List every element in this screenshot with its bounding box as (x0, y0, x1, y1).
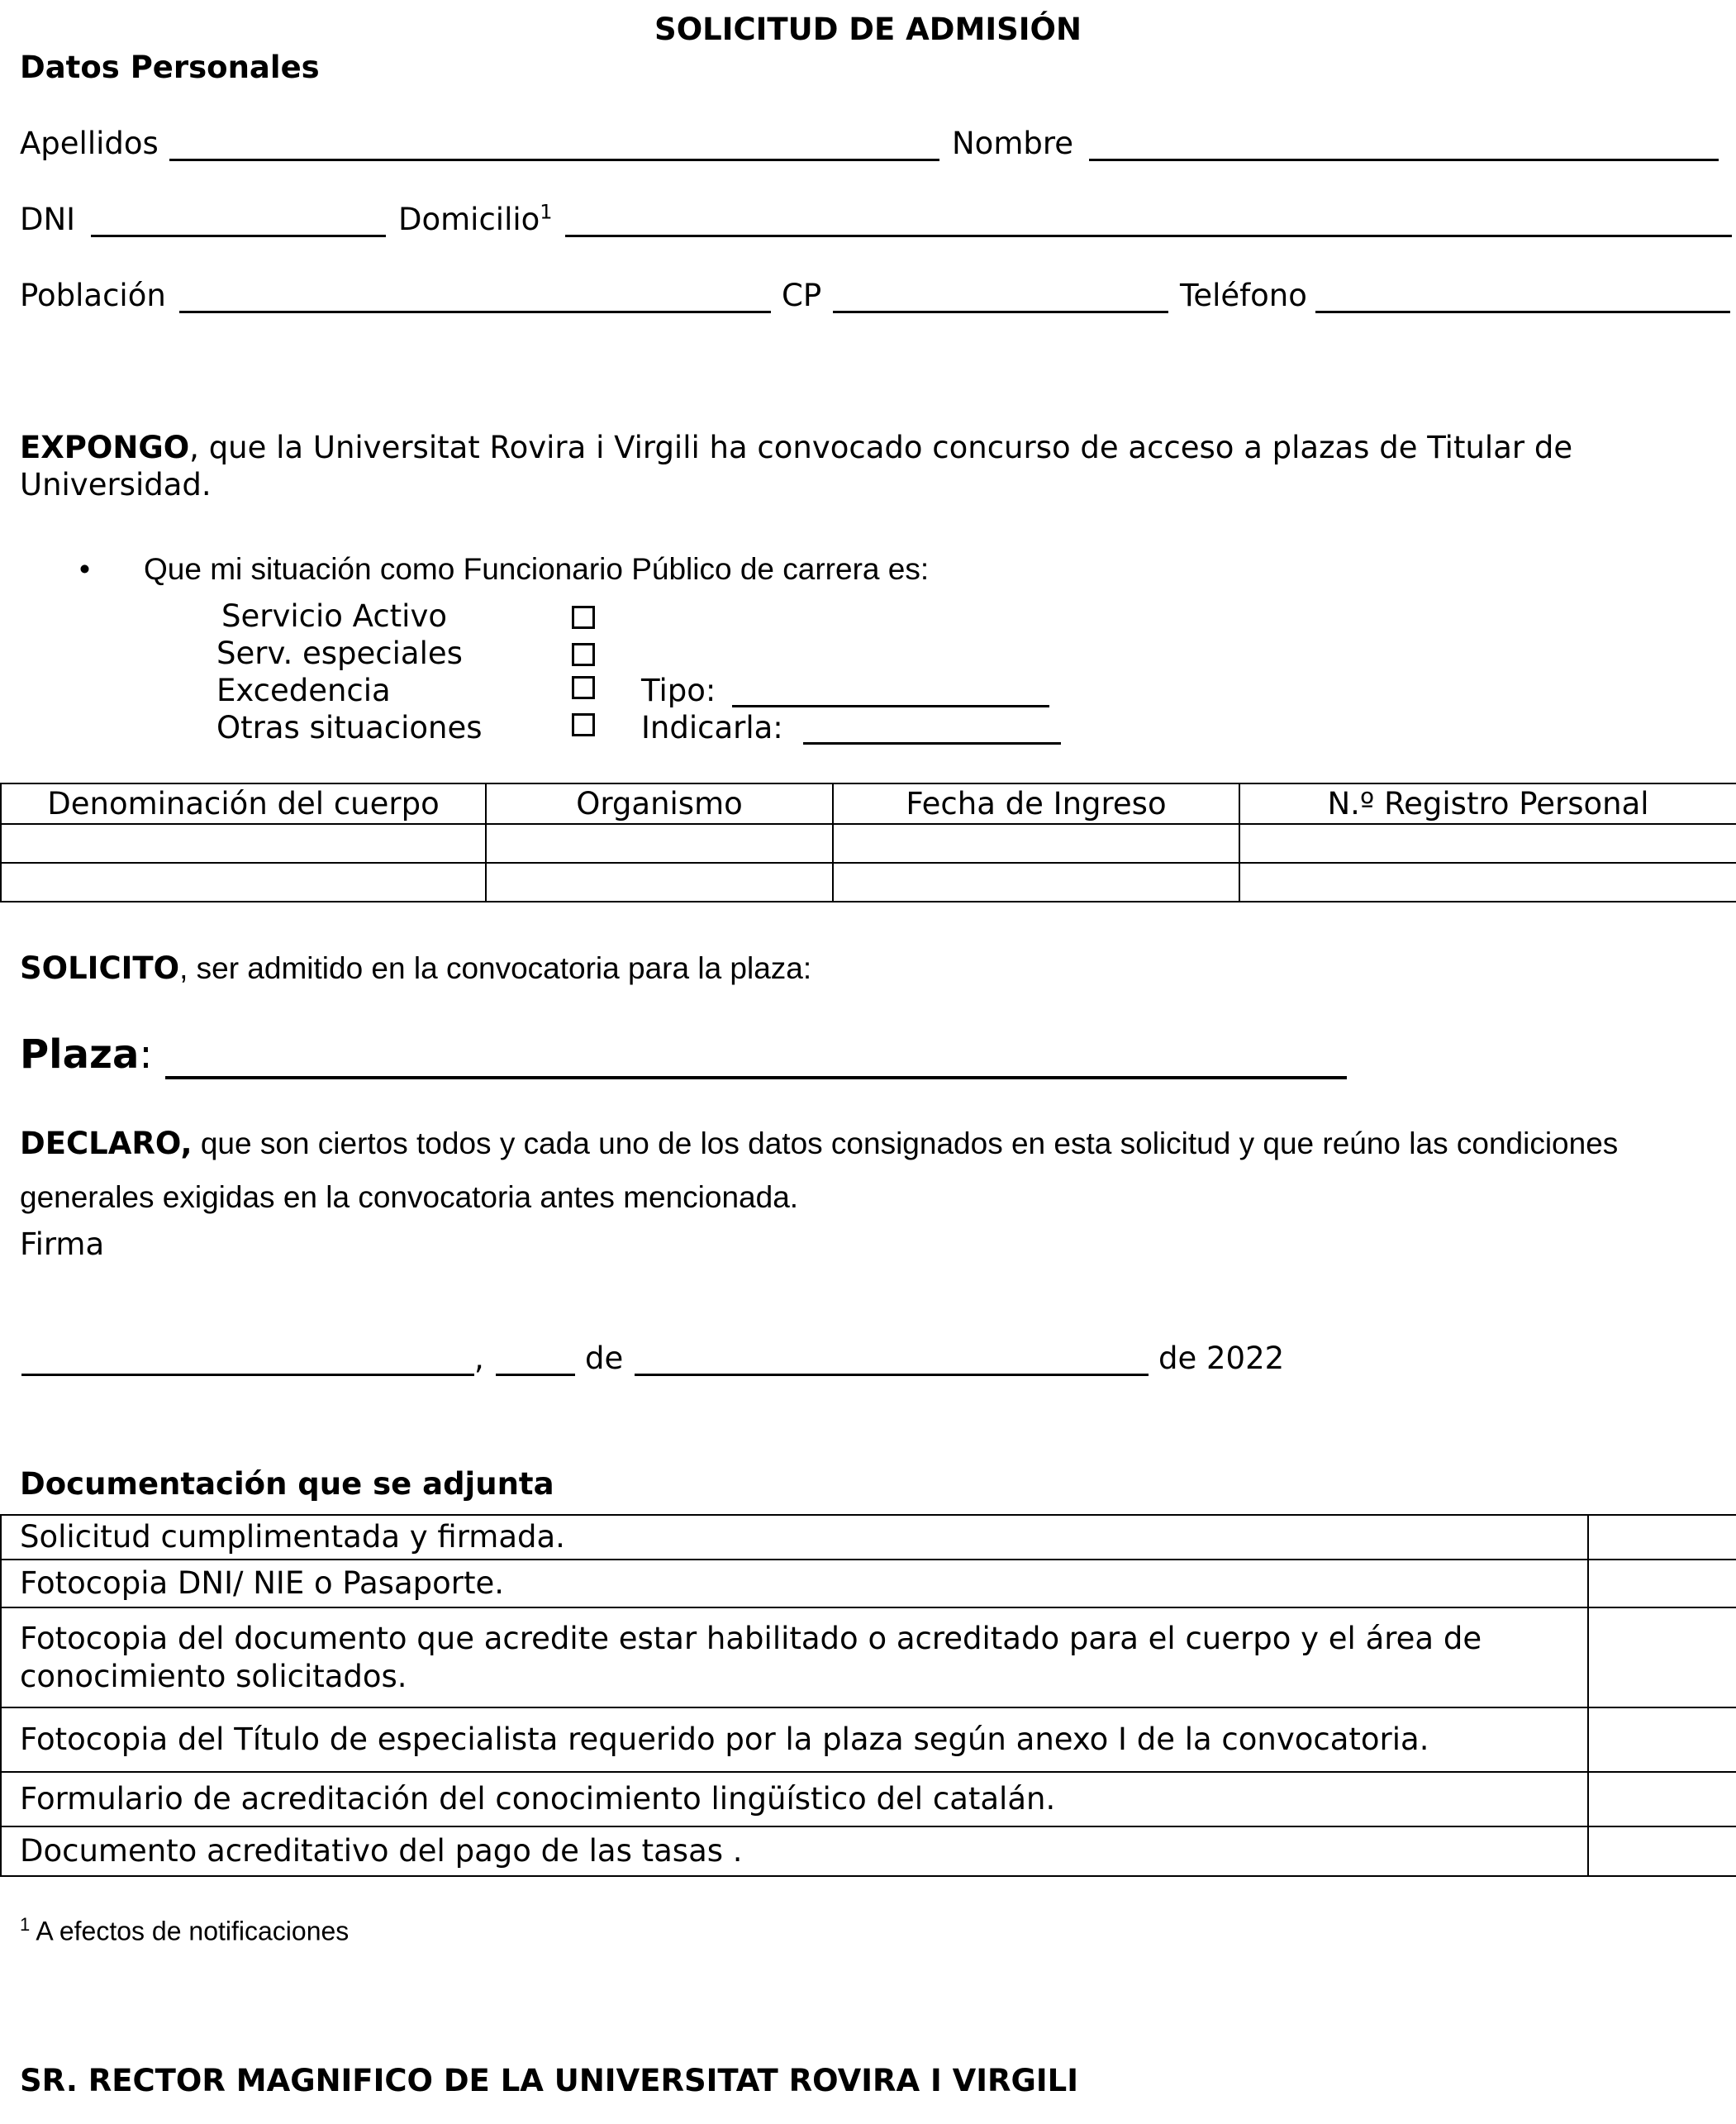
declaro-paragraph (20, 1126, 1618, 1161)
table-row (1, 824, 1736, 863)
tipo-field[interactable] (732, 705, 1049, 707)
doc-item-solicitud: Solicitud cumplimentada y firmada. (1, 1515, 1588, 1560)
tipo-label: Tipo: (641, 673, 716, 708)
expongo-keyword: EXPONGO (20, 430, 190, 465)
bullet: • (79, 552, 90, 586)
fecha-de-2022: de 2022 (1158, 1341, 1285, 1376)
doc-check-cell[interactable] (1588, 1772, 1736, 1826)
domicilio-field[interactable] (565, 235, 1732, 237)
header-organismo: Organismo (486, 783, 833, 824)
fecha-de-1: de (585, 1341, 624, 1376)
plaza-label-wrap (20, 1031, 153, 1078)
table-header-row (1, 783, 1736, 824)
poblacion-field[interactable] (179, 311, 771, 313)
addressee: SR. RECTOR MAGNIFICO DE LA UNIVERSITAT ROVIRA I VIRGILI (20, 2063, 1079, 2098)
solicito-text: , ser admitido en la convocatoria para la plaza: (179, 951, 812, 985)
table-cell[interactable] (1239, 863, 1736, 902)
checkbox-servicio-activo[interactable] (572, 606, 595, 629)
nombre-label: Nombre (952, 126, 1074, 161)
doc-check-cell[interactable] (1588, 1607, 1736, 1707)
table-cell[interactable] (1, 824, 486, 863)
doc-check-cell[interactable] (1588, 1707, 1736, 1772)
declaro-keyword: DECLARO, (20, 1126, 193, 1161)
table-row (1, 1560, 1736, 1607)
header-registro-personal: N.º Registro Personal (1239, 783, 1736, 824)
telefono-field[interactable] (1315, 311, 1730, 313)
table-cell[interactable] (833, 824, 1239, 863)
apellidos-label: Apellidos (20, 126, 159, 161)
indicarla-field[interactable] (803, 742, 1061, 745)
header-denominacion: Denominación del cuerpo (1, 783, 486, 824)
plaza-label: Plaza (20, 1031, 140, 1078)
doc-item-catalan: Formulario de acreditación del conocimiento lingüístico del catalán. (1, 1772, 1588, 1826)
plaza-colon: : (139, 1031, 153, 1078)
doc-item-titulo-especialista: Fotocopia del Título de especialista requerido por la plaza según anexo I de la convocatoria. (1, 1707, 1588, 1772)
cp-field[interactable] (833, 311, 1168, 313)
option-serv-especiales: Serv. especiales (216, 636, 463, 671)
document-title: SOLICITUD DE ADMISIÓN (654, 12, 1082, 47)
apellidos-field[interactable] (169, 159, 939, 161)
footnote-ref: 1 (540, 200, 553, 224)
indicarla-label: Indicarla: (641, 710, 783, 745)
expongo-paragraph-cont: Universidad. (20, 467, 212, 502)
nombre-field[interactable] (1089, 159, 1719, 161)
table-cell[interactable] (1, 863, 486, 902)
doc-item-tasas: Documento acreditativo del pago de las tasas . (1, 1826, 1588, 1876)
dni-field[interactable] (91, 235, 386, 237)
telefono-label: Teléfono (1180, 278, 1307, 313)
declaro-paragraph-cont: generales exigidas en la convocatoria antes mencionada. (20, 1180, 799, 1214)
cuerpo-table (0, 783, 1736, 902)
poblacion-label: Población (20, 278, 166, 313)
option-servicio-activo: Servicio Activo (221, 598, 447, 634)
checkbox-excedencia[interactable] (572, 676, 595, 699)
doc-check-cell[interactable] (1588, 1515, 1736, 1560)
solicito-keyword: SOLICITO (20, 950, 180, 986)
footnote-text: A efectos de notificaciones (36, 1916, 350, 1946)
table-row (1, 1826, 1736, 1876)
expongo-text: , que la Universitat Rovira i Virgili ha convocado concurso de acceso a plazas de Titular de (189, 430, 1573, 465)
lugar-field[interactable] (21, 1374, 474, 1376)
table-cell[interactable] (833, 863, 1239, 902)
table-row (1, 1707, 1736, 1772)
dia-field[interactable] (496, 1374, 575, 1376)
documentacion-table (0, 1514, 1736, 1877)
footnote-mark: 1 (20, 1914, 31, 1935)
header-fecha-ingreso: Fecha de Ingreso (833, 783, 1239, 824)
doc-item-habilitacion: Fotocopia del documento que acredite estar habilitado o acreditado para el cuerpo y el área de conocimiento solicitados. (1, 1607, 1588, 1707)
doc-check-cell[interactable] (1588, 1560, 1736, 1607)
mes-field[interactable] (635, 1374, 1149, 1376)
table-row (1, 1772, 1736, 1826)
table-cell[interactable] (486, 863, 833, 902)
domicilio-label: Domicilio$^1$ (398, 200, 553, 237)
expongo-paragraph (20, 430, 1572, 465)
cp-label: CP (782, 278, 822, 313)
table-row (1, 1515, 1736, 1560)
table-row (1, 863, 1736, 902)
solicito-paragraph (20, 950, 811, 986)
doc-item-dni: Fotocopia DNI/ NIE o Pasaporte. (1, 1560, 1588, 1607)
option-otras-situaciones: Otras situaciones (216, 710, 483, 745)
fecha-comma: , (474, 1341, 484, 1376)
doc-check-cell[interactable] (1588, 1826, 1736, 1876)
firma-label: Firma (20, 1226, 105, 1262)
dni-label: DNI (20, 202, 76, 237)
personal-data-heading: Datos Personales (20, 50, 320, 85)
documentacion-heading: Documentación que se adjunta (20, 1466, 554, 1502)
checkbox-serv-especiales[interactable] (572, 643, 595, 666)
table-cell[interactable] (1239, 824, 1736, 863)
situacion-intro: Que mi situación como Funcionario Público de carrera es: (144, 552, 930, 586)
footnote (20, 1914, 349, 1947)
table-row (1, 1607, 1736, 1707)
table-cell[interactable] (486, 824, 833, 863)
option-excedencia: Excedencia (216, 673, 391, 708)
checkbox-otras-situaciones[interactable] (572, 713, 595, 736)
plaza-field[interactable] (165, 1076, 1347, 1079)
declaro-text: que son ciertos todos y cada uno de los datos consignados en esta solicitud y que reúno las condiciones (192, 1126, 1619, 1160)
